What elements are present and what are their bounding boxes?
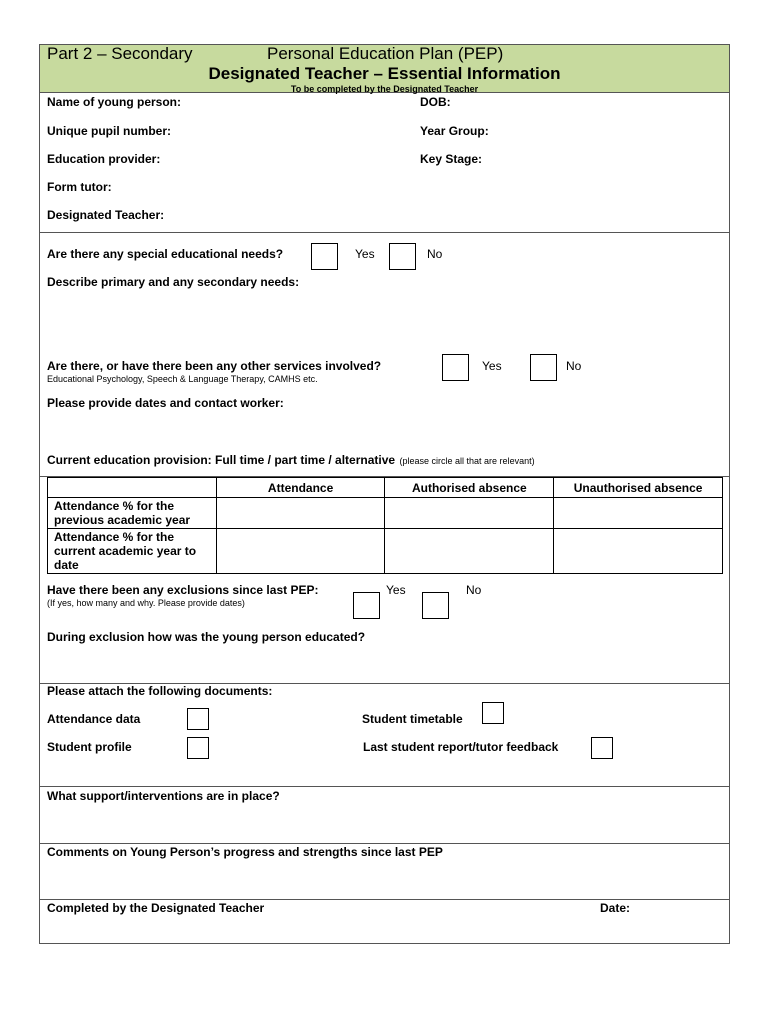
provision-note: (please circle all that are relevant) [399, 456, 535, 466]
services-examples: Educational Psychology, Speech & Language Therapy, CAMHS etc. [47, 374, 318, 384]
services-question: Are there, or have there been any other services involved? [47, 359, 382, 373]
sen-yes-label: Yes [355, 247, 375, 261]
timetable-checkbox[interactable] [482, 702, 504, 724]
row-label: Attendance % for the previous academic year [48, 498, 217, 529]
page-title: Designated Teacher – Essential Information [208, 64, 561, 83]
authorised-absence-cell[interactable] [385, 498, 554, 529]
exclusions-question: Have there been any exclusions since last PEP: [47, 583, 319, 597]
name-label: Name of young person: [47, 95, 182, 109]
sen-yes-checkbox[interactable] [311, 243, 338, 270]
unauthorised-absence-cell[interactable] [554, 529, 723, 574]
sen-no-checkbox[interactable] [389, 243, 416, 270]
student-profile-label: Student profile [47, 740, 132, 754]
table-row [48, 529, 723, 574]
form-tutor-label: Form tutor: [47, 180, 112, 194]
services-no-checkbox[interactable] [530, 354, 557, 381]
student-report-label: Last student report/tutor feedback [363, 740, 559, 754]
attendance-cell[interactable] [216, 529, 385, 574]
sen-question: Are there any special educational needs? [47, 247, 284, 261]
exclusion-education-label: During exclusion how was the young person educated? [47, 630, 366, 644]
exclusions-note: (If yes, how many and why. Please provide dates) [47, 598, 245, 608]
timetable-label: Student timetable [362, 712, 463, 726]
date-label: Date: [600, 901, 631, 915]
plan-title: Personal Education Plan (PEP) [267, 44, 504, 63]
divider [40, 232, 729, 233]
table-header [48, 478, 217, 498]
table-header: Attendance [216, 478, 385, 498]
services-yes-label: Yes [482, 359, 502, 373]
attendance-cell[interactable] [216, 498, 385, 529]
student-profile-checkbox[interactable] [187, 737, 209, 759]
provision-label: Current education provision: Full time / part time / alternative [47, 453, 396, 467]
support-label: What support/interventions are in place? [47, 789, 280, 803]
provider-label: Education provider: [47, 152, 161, 166]
table-header: Unauthorised absence [554, 478, 723, 498]
exclusions-no-label: No [466, 583, 482, 597]
part-label: Part 2 – Secondary [47, 44, 193, 63]
exclusions-no-checkbox[interactable] [422, 592, 449, 619]
unauthorised-absence-cell[interactable] [554, 498, 723, 529]
divider [40, 899, 729, 900]
services-no-label: No [566, 359, 582, 373]
describe-needs-label: Describe primary and any secondary needs: [47, 275, 300, 289]
attendance-data-checkbox[interactable] [187, 708, 209, 730]
dates-contact-label: Please provide dates and contact worker: [47, 396, 284, 410]
sen-no-label: No [427, 247, 443, 261]
comments-label: Comments on Young Person’s progress and strengths since last PEP [47, 845, 443, 859]
divider [40, 786, 729, 787]
year-group-label: Year Group: [420, 124, 489, 138]
attendance-table [47, 477, 723, 574]
table-row [48, 498, 723, 529]
provision-line [47, 451, 535, 469]
row-label: Attendance % for the current academic year to date [48, 529, 217, 574]
dob-label: DOB: [420, 95, 451, 109]
page-subtitle: To be completed by the Designated Teacher [290, 84, 479, 94]
key-stage-label: Key Stage: [420, 152, 483, 166]
upn-label: Unique pupil number: [47, 124, 171, 138]
table-header-row [48, 478, 723, 498]
designated-teacher-label: Designated Teacher: [47, 208, 165, 222]
documents-heading: Please attach the following documents: [47, 684, 273, 698]
authorised-absence-cell[interactable] [385, 529, 554, 574]
student-report-checkbox[interactable] [591, 737, 613, 759]
completed-by-label: Completed by the Designated Teacher [47, 901, 265, 915]
table-header: Authorised absence [385, 478, 554, 498]
exclusions-yes-label: Yes [386, 583, 406, 597]
attendance-data-label: Attendance data [47, 712, 141, 726]
services-yes-checkbox[interactable] [442, 354, 469, 381]
divider [40, 843, 729, 844]
exclusions-yes-checkbox[interactable] [353, 592, 380, 619]
